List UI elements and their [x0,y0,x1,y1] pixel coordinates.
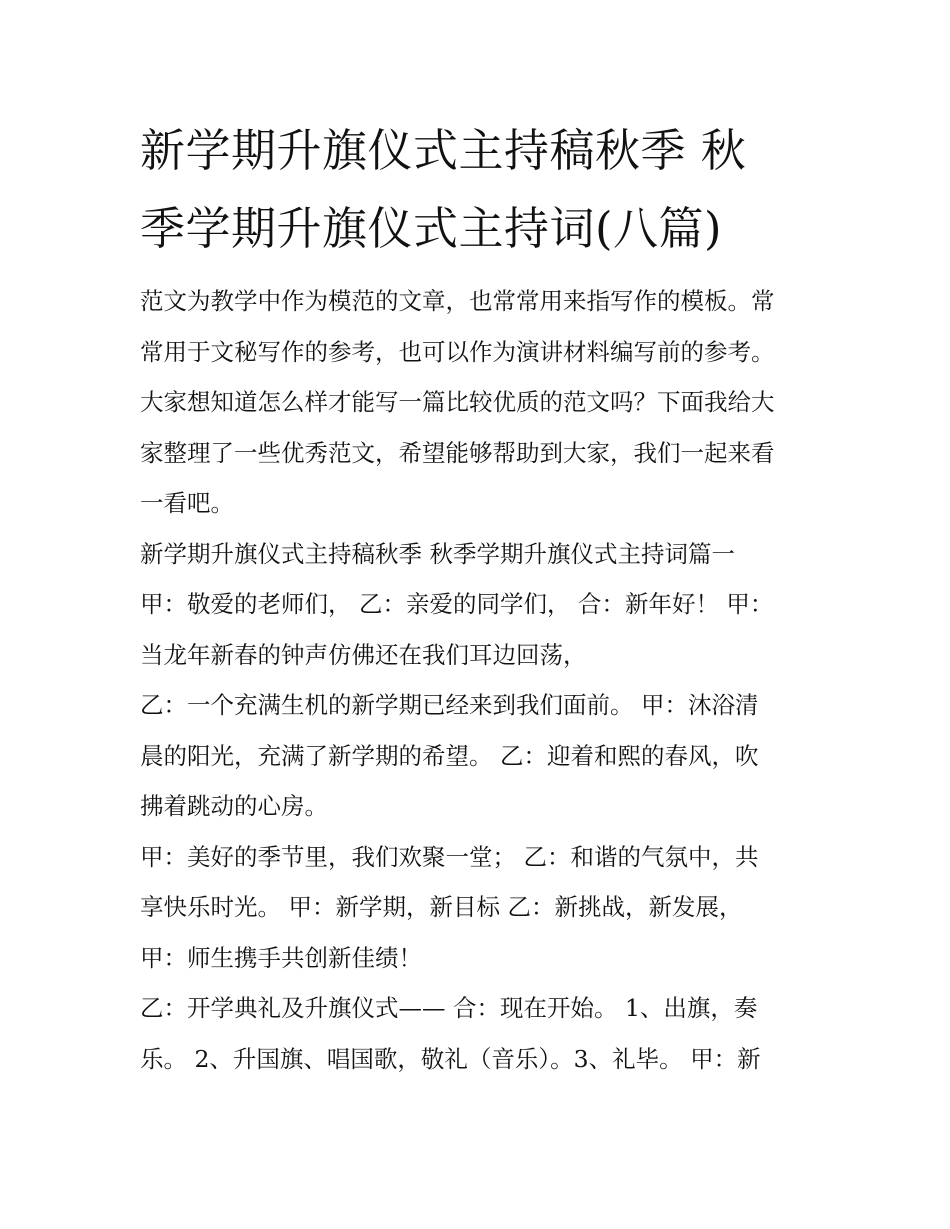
body-line: 乙：开学典礼及升旗仪式—— 合：现在开始。 1、出旗，奏 [140,994,758,1022]
body-line: 乐。 2、升国旗、唱国歌，敬礼（音乐）。3、礼毕。 甲：新 [140,1044,761,1073]
body-line: 当龙年新春的钟声仿佛还在我们耳边回荡， [140,640,587,669]
body-line: 晨的阳光，充满了新学期的希望。 乙：迎着和熙的春风，吹 [140,741,759,770]
section-heading: 新学期升旗仪式主持稿秋季 秋季学期升旗仪式主持词篇一 [140,539,735,568]
body-line: 甲：美好的季节里，我们欢聚一堂； 乙：和谐的气氛中，共 [140,842,759,871]
body-line: 享快乐时光。 甲：新学期，新目标 乙：新挑战，新发展， [140,893,743,921]
body-line: 拂着跳动的心房。 [140,792,328,820]
title-line: 季学期升旗仪式主持词(八篇) [140,202,723,255]
title-line: 新学期升旗仪式主持稿秋季 秋 [140,124,747,177]
body-line: 常用于文秘写作的参考，也可以作为演讲材料编写前的参考。 [140,337,775,366]
document-body [140,276,820,1084]
body-line: 一看吧。 [140,489,234,517]
body-line: 甲：敬爱的老师们， 乙：亲爱的同学们， 合：新年好！ 甲： [140,590,774,618]
document-title [140,112,830,268]
body-line: 范文为教学中作为模范的文章，也常常用来指写作的模板。常 [140,287,775,315]
body-line: 甲：师生携手共创新佳绩！ [140,943,422,972]
body-line: 乙：一个充满生机的新学期已经来到我们面前。 甲：沐浴清 [140,691,759,719]
body-line: 大家想知道怎么样才能写一篇比较优质的范文吗？下面我给大 [140,388,775,416]
body-line: 家整理了一些优秀范文，希望能够帮助到大家，我们一起来看 [140,438,775,467]
